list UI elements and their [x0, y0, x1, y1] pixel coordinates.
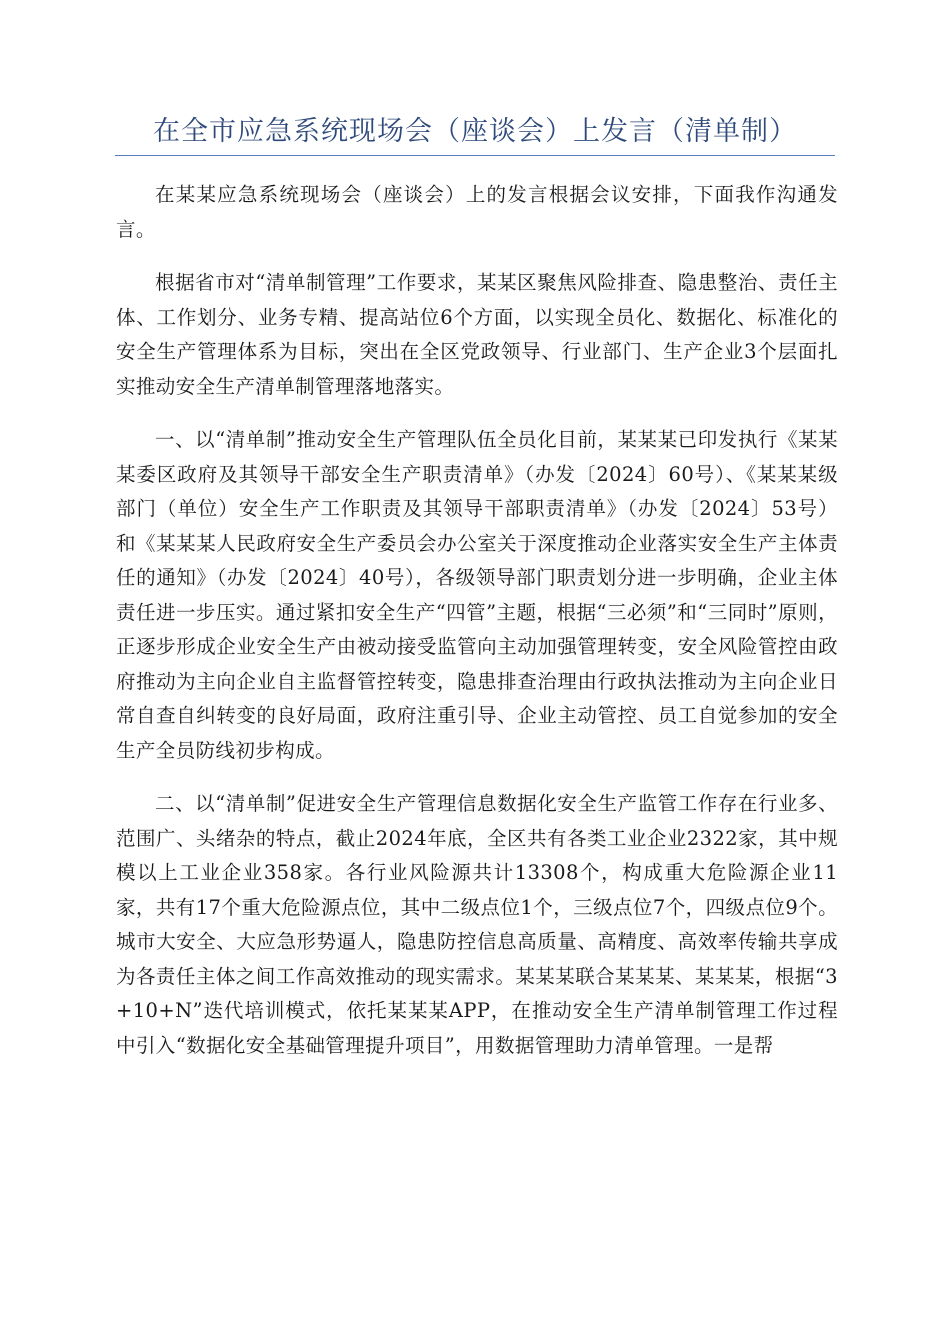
paragraph-section-one: 一、以“清单制”推动安全生产管理队伍全员化目前，某某某已印发执行《某某某委区政府及其领导干部安全生产职责清单》（办发〔2024〕60号）、《某某某级部门（单位）安全生产工作职责及其领导干部职责清单》（办发〔2024〕53号）和《某某某人民政府安全生产委员会办公室关于深度推动企业落实安全生产主体责任的通知》（办发〔2024〕40号），各级领导部门职责划分进一步明确，企业主体责任进一步压实。通过紧扣安全生产“四管”主题，根据“三必须”和“三同时”原则，正逐步形成企业安全生产由被动接受监管向主动加强管理转变，安全风险管控由政府推动为主向企业自主监督管控转变，隐患排查治理由行政执法推动为主向企业日常自查自纠转变的良好局面，政府注重引导、企业主动管控、员工自觉参加的安全生产全员防线初步构成。 — [116, 428, 838, 762]
paragraph-overview: 根据省市对“清单制管理”工作要求，某某区聚焦风险排查、隐患整治、责任主体、工作划分、业务专精、提高站位6个方面，以实现全员化、数据化、标准化的安全生产管理体系为目标，突出在全区党政领导、行业部门、生产企业3个层面扎实推动安全生产清单制管理落地落实。 — [116, 271, 838, 398]
document-body — [116, 178, 838, 1082]
title-underline — [115, 155, 835, 156]
paragraph-intro: 在某某应急系统现场会（座谈会）上的发言根据会议安排，下面我作沟通发言。 — [116, 183, 838, 241]
document-title: 在全市应急系统现场会（座谈会）上发言（清单制） — [153, 116, 797, 147]
paragraph-section-two: 二、以“清单制”促进安全生产管理信息数据化安全生产监管工作存在行业多、范围广、头绪杂的特点，截止2024年底，全区共有各类工业企业2322家，其中规模以上工业企业358家。各行业风险源共计13308个，构成重大危险源企业11家，共有17个重大危险源点位，其中二级点位1个，三级点位7个，四级点位9个。城市大安全、大应急形势逼人，隐患防控信息高质量、高精度、高效率传输共享成为各责任主体之间工作高效推动的现实需求。某某某联合某某某、某某某，根据“3+10+N”迭代培训模式，依托某某某APP，在推动安全生产清单制管理工作过程中引入“数据化安全基础管理提升项目”，用数据管理助力清单管理。一是帮 — [116, 792, 838, 1057]
title-block — [115, 112, 835, 156]
